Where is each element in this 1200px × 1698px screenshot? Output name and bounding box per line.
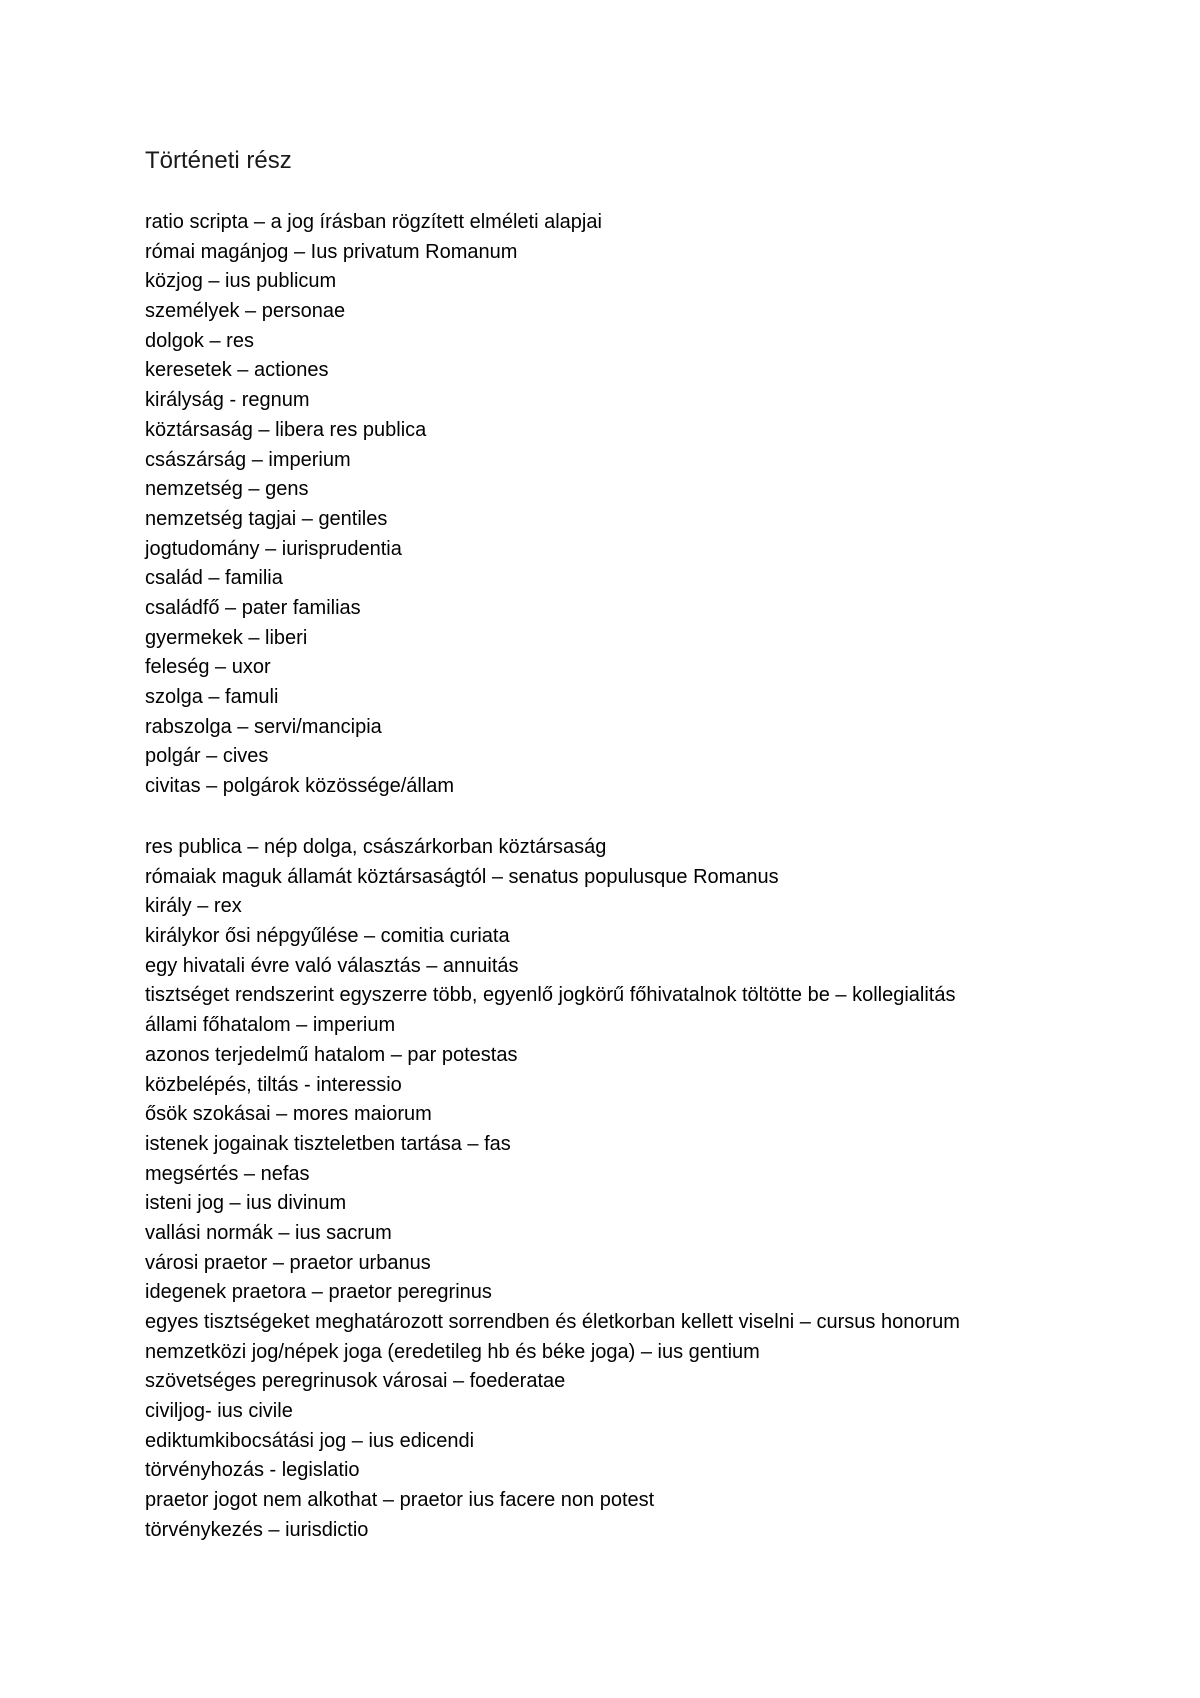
list-item: császárság – imperium: [145, 448, 351, 471]
list-item: ősök szokásai – mores maiorum: [145, 1103, 432, 1126]
list-item: szolga – famuli: [145, 686, 279, 708]
list-item: törvényhozás - legislatio: [145, 1459, 360, 1482]
list-item: rómaiak maguk államát köztársaságtól – senatus populusque Romanus: [145, 865, 779, 888]
list-item: vallási normák – ius sacrum: [145, 1221, 392, 1244]
list-item: ediktumkibocsátási jog – ius edicendi: [145, 1429, 475, 1452]
list-item: jogtudomány – iurisprudentia: [145, 537, 402, 560]
list-item: egyes tisztségeket meghatározott sorrendben és életkorban kellett viselni – cursus honorum: [145, 1311, 960, 1333]
glossary-list-2: [145, 833, 960, 1546]
list-item: család – familia: [145, 567, 283, 590]
list-item: ratio scripta – a jog írásban rögzített elméleti alapjai: [145, 211, 602, 233]
list-item: praetor jogot nem alkothat – praetor ius facere non potest: [145, 1489, 655, 1512]
list-item: civiljog- ius civile: [145, 1400, 293, 1423]
list-item: állami főhatalom – imperium: [145, 1014, 396, 1037]
list-item: nemzetközi jog/népek joga (eredetileg hb és béke joga) – ius gentium: [145, 1340, 760, 1363]
list-item: feleség – uxor: [145, 656, 271, 679]
list-item: polgár – cives: [145, 745, 269, 768]
list-item: civitas – polgárok közössége/állam: [145, 775, 455, 798]
list-item: egy hivatali évre való választás – annuitás: [145, 954, 519, 977]
list-item: keresetek – actiones: [145, 359, 329, 382]
list-item: közbelépés, tiltás - interessio: [145, 1073, 402, 1096]
list-item: köztársaság – libera res publica: [145, 418, 427, 441]
list-item: családfő – pater familias: [145, 596, 361, 619]
list-item: tisztséget rendszerint egyszerre több, egyenlő jogkörű főhivatalnok töltötte be – kollegialitás: [145, 984, 956, 1007]
list-item: római magánjog – Ius privatum Romanum: [145, 240, 518, 263]
list-item: királyság - regnum: [145, 389, 310, 412]
list-item: idegenek praetora – praetor peregrinus: [145, 1281, 492, 1304]
list-item: királykor ősi népgyűlése – comitia curiata: [145, 925, 510, 948]
list-item: király – rex: [145, 895, 242, 918]
list-item: res publica – nép dolga, császárkorban köztársaság: [145, 836, 607, 858]
list-item: személyek – personae: [145, 300, 346, 323]
list-item: törvénykezés – iurisdictio: [145, 1518, 369, 1541]
list-item: rabszolga – servi/mancipia: [145, 715, 382, 738]
list-item: azonos terjedelmű hatalom – par potestas: [145, 1043, 518, 1066]
list-item: istenek jogainak tiszteletben tartása – fas: [145, 1132, 511, 1155]
list-item: megsértés – nefas: [145, 1162, 310, 1185]
list-item: közjog – ius publicum: [145, 270, 337, 293]
list-item: nemzetség tagjai – gentiles: [145, 507, 388, 530]
glossary-list-1: [145, 208, 602, 802]
list-item: városi praetor – praetor urbanus: [145, 1251, 431, 1274]
list-item: gyermekek – liberi: [145, 626, 308, 649]
list-item: dolgok – res: [145, 329, 254, 352]
list-item: isteni jog – ius divinum: [145, 1192, 347, 1215]
list-item: nemzetség – gens: [145, 478, 309, 501]
page-title: Történeti rész: [145, 147, 292, 174]
list-item: szövetséges peregrinusok városai – foederatae: [145, 1370, 566, 1393]
